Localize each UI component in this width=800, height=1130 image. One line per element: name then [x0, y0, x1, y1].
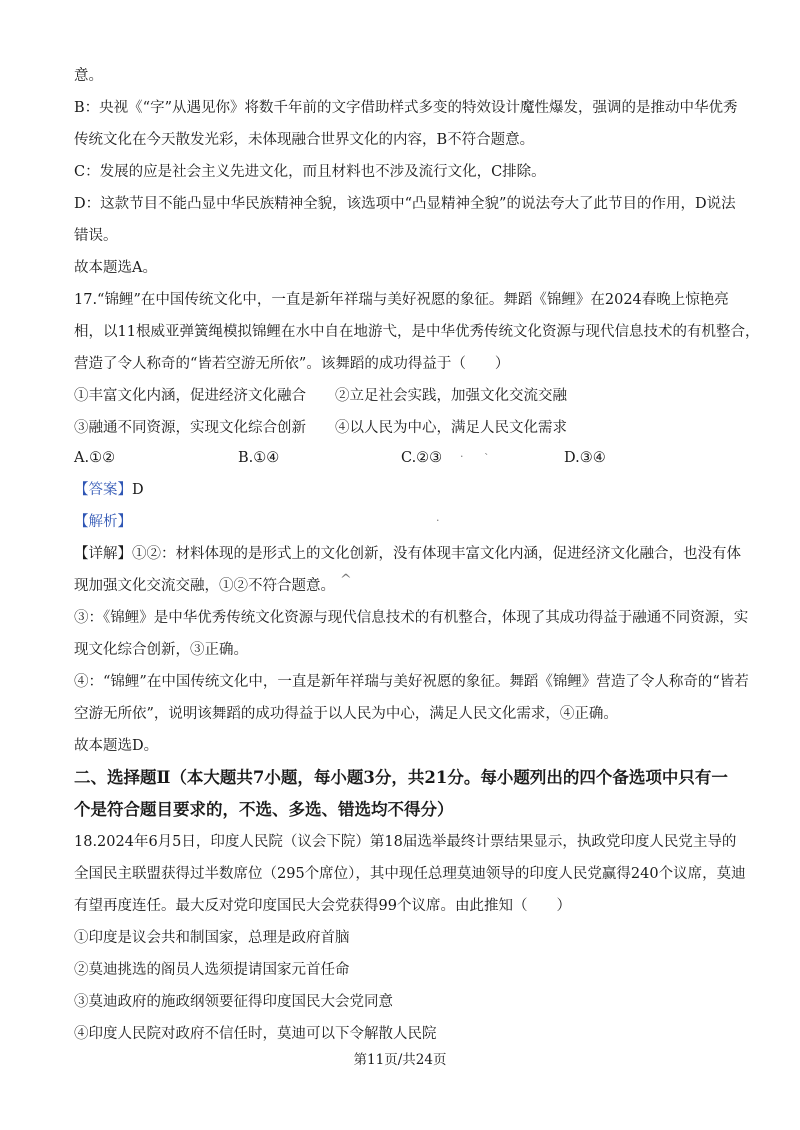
- text-line: 意。: [74, 68, 103, 84]
- option-c: C.②③: [401, 450, 443, 466]
- section-title: 个是符合题目要求的，不选、多选、错选均不得分）: [74, 800, 454, 819]
- statement-line: ②莫迪挑选的阁员人选须提请国家元首任命: [74, 962, 350, 978]
- detail-label: 【详解】: [74, 546, 132, 562]
- text-line: B：央视《“字”从遇见你》将数千年前的文字借助样式多变的特效设计魔性爆发，强调的是推动中华优秀: [74, 100, 738, 116]
- statement-line: ③莫迪政府的施政纲领要征得印度国民大会党同意: [74, 994, 393, 1010]
- detail-line: 现文化综合创新，③正确。: [74, 642, 248, 658]
- text-line: C：发展的应是社会主义先进文化，而且材料也不涉及流行文化，C排除。: [74, 164, 546, 180]
- option-d: D.③④: [564, 450, 606, 466]
- text-line: 有望再度连任。最大反对党印度国民大会党获得99个议席。由此推知（ ）: [74, 898, 571, 914]
- answer-label: 【答案】: [74, 482, 132, 498]
- q17-options: [74, 448, 654, 468]
- answer-line: [74, 480, 144, 500]
- text-line: 错误。: [74, 228, 118, 244]
- analysis-label: 【解析】: [74, 514, 132, 530]
- detail-line: 故本题选D。: [74, 738, 159, 754]
- statement-line: ①丰富文化内涵，促进经济文化融合 ②立足社会实践，加强文化交流交融: [74, 388, 567, 404]
- scan-dot: ·: [460, 450, 464, 463]
- question-18-stem: 18.2024年6月5日，印度人民院（议会下院）第18届选举最终计票结果显示，执政党印度人民党主导的: [74, 834, 737, 850]
- section-title: 二、选择题Ⅱ（本大题共7小题，每小题3分，共21分。每小题列出的四个备选项中只有一: [74, 768, 728, 787]
- detail-line: [74, 544, 741, 564]
- statement-line: ④印度人民院对政府不信任时，莫迪可以下令解散人民院: [74, 1026, 437, 1042]
- scan-dot: ·: [436, 514, 440, 527]
- page-footer: 第11页/共24页: [353, 1052, 447, 1068]
- detail-text: ①②：材料体现的是形式上的文化创新，没有体现丰富文化内涵，促进经济文化融合，也没有体: [132, 546, 741, 562]
- detail-line: ③：《锦鲤》是中华优秀传统文化资源与现代信息技术的有机整合，体现了其成功得益于融通不同资源，实: [74, 610, 749, 626]
- text-line: 传统文化在今天散发光彩，未体现融合世界文化的内容，B不符合题意。: [74, 132, 535, 148]
- question-17-stem: 17.“锦鲤”在中国传统文化中，一直是新年祥瑞与美好祝愿的象征。舞蹈《锦鲤》在2024春晚上惊艳亮: [74, 292, 729, 308]
- scan-caret: ^: [340, 572, 352, 588]
- text-line: 故本题选A。: [74, 260, 157, 276]
- text-line: 相，以11根威亚弹簧绳模拟锦鲤在水中自在地游弋，是中华优秀传统文化资源与现代信息技术的有机整合，: [74, 324, 760, 340]
- text-line: 营造了令人称奇的“皆若空游无所依”。该舞蹈的成功得益于（ ）: [74, 356, 510, 372]
- detail-line: ④：“锦鲤”在中国传统文化中，一直是新年祥瑞与美好祝愿的象征。舞蹈《锦鲤》营造了令人称奇的“皆若: [74, 674, 749, 690]
- text-line: D：这款节目不能凸显中华民族精神全貌，该选项中“凸显精神全貌”的说法夸大了此节目的作用，D说法: [74, 196, 736, 212]
- statement-line: ③融通不同资源，实现文化综合创新 ④以人民为中心，满足人民文化需求: [74, 420, 567, 436]
- option-b: B.①④: [238, 450, 280, 466]
- statement-line: ①印度是议会共和制国家，总理是政府首脑: [74, 930, 350, 946]
- scan-dot: `: [484, 452, 490, 465]
- text-line: 全国民主联盟获得过半数席位（295个席位），其中现任总理莫迪领导的印度人民党赢得240个议席，莫迪: [74, 866, 746, 882]
- detail-line: 现加强文化交流交融，①②不符合题意。: [74, 578, 335, 594]
- answer-value: D: [132, 482, 144, 498]
- detail-line: 空游无所依”，说明该舞蹈的成功得益于以人民为中心，满足人民文化需求，④正确。: [74, 706, 618, 722]
- option-a: A.①②: [74, 450, 116, 466]
